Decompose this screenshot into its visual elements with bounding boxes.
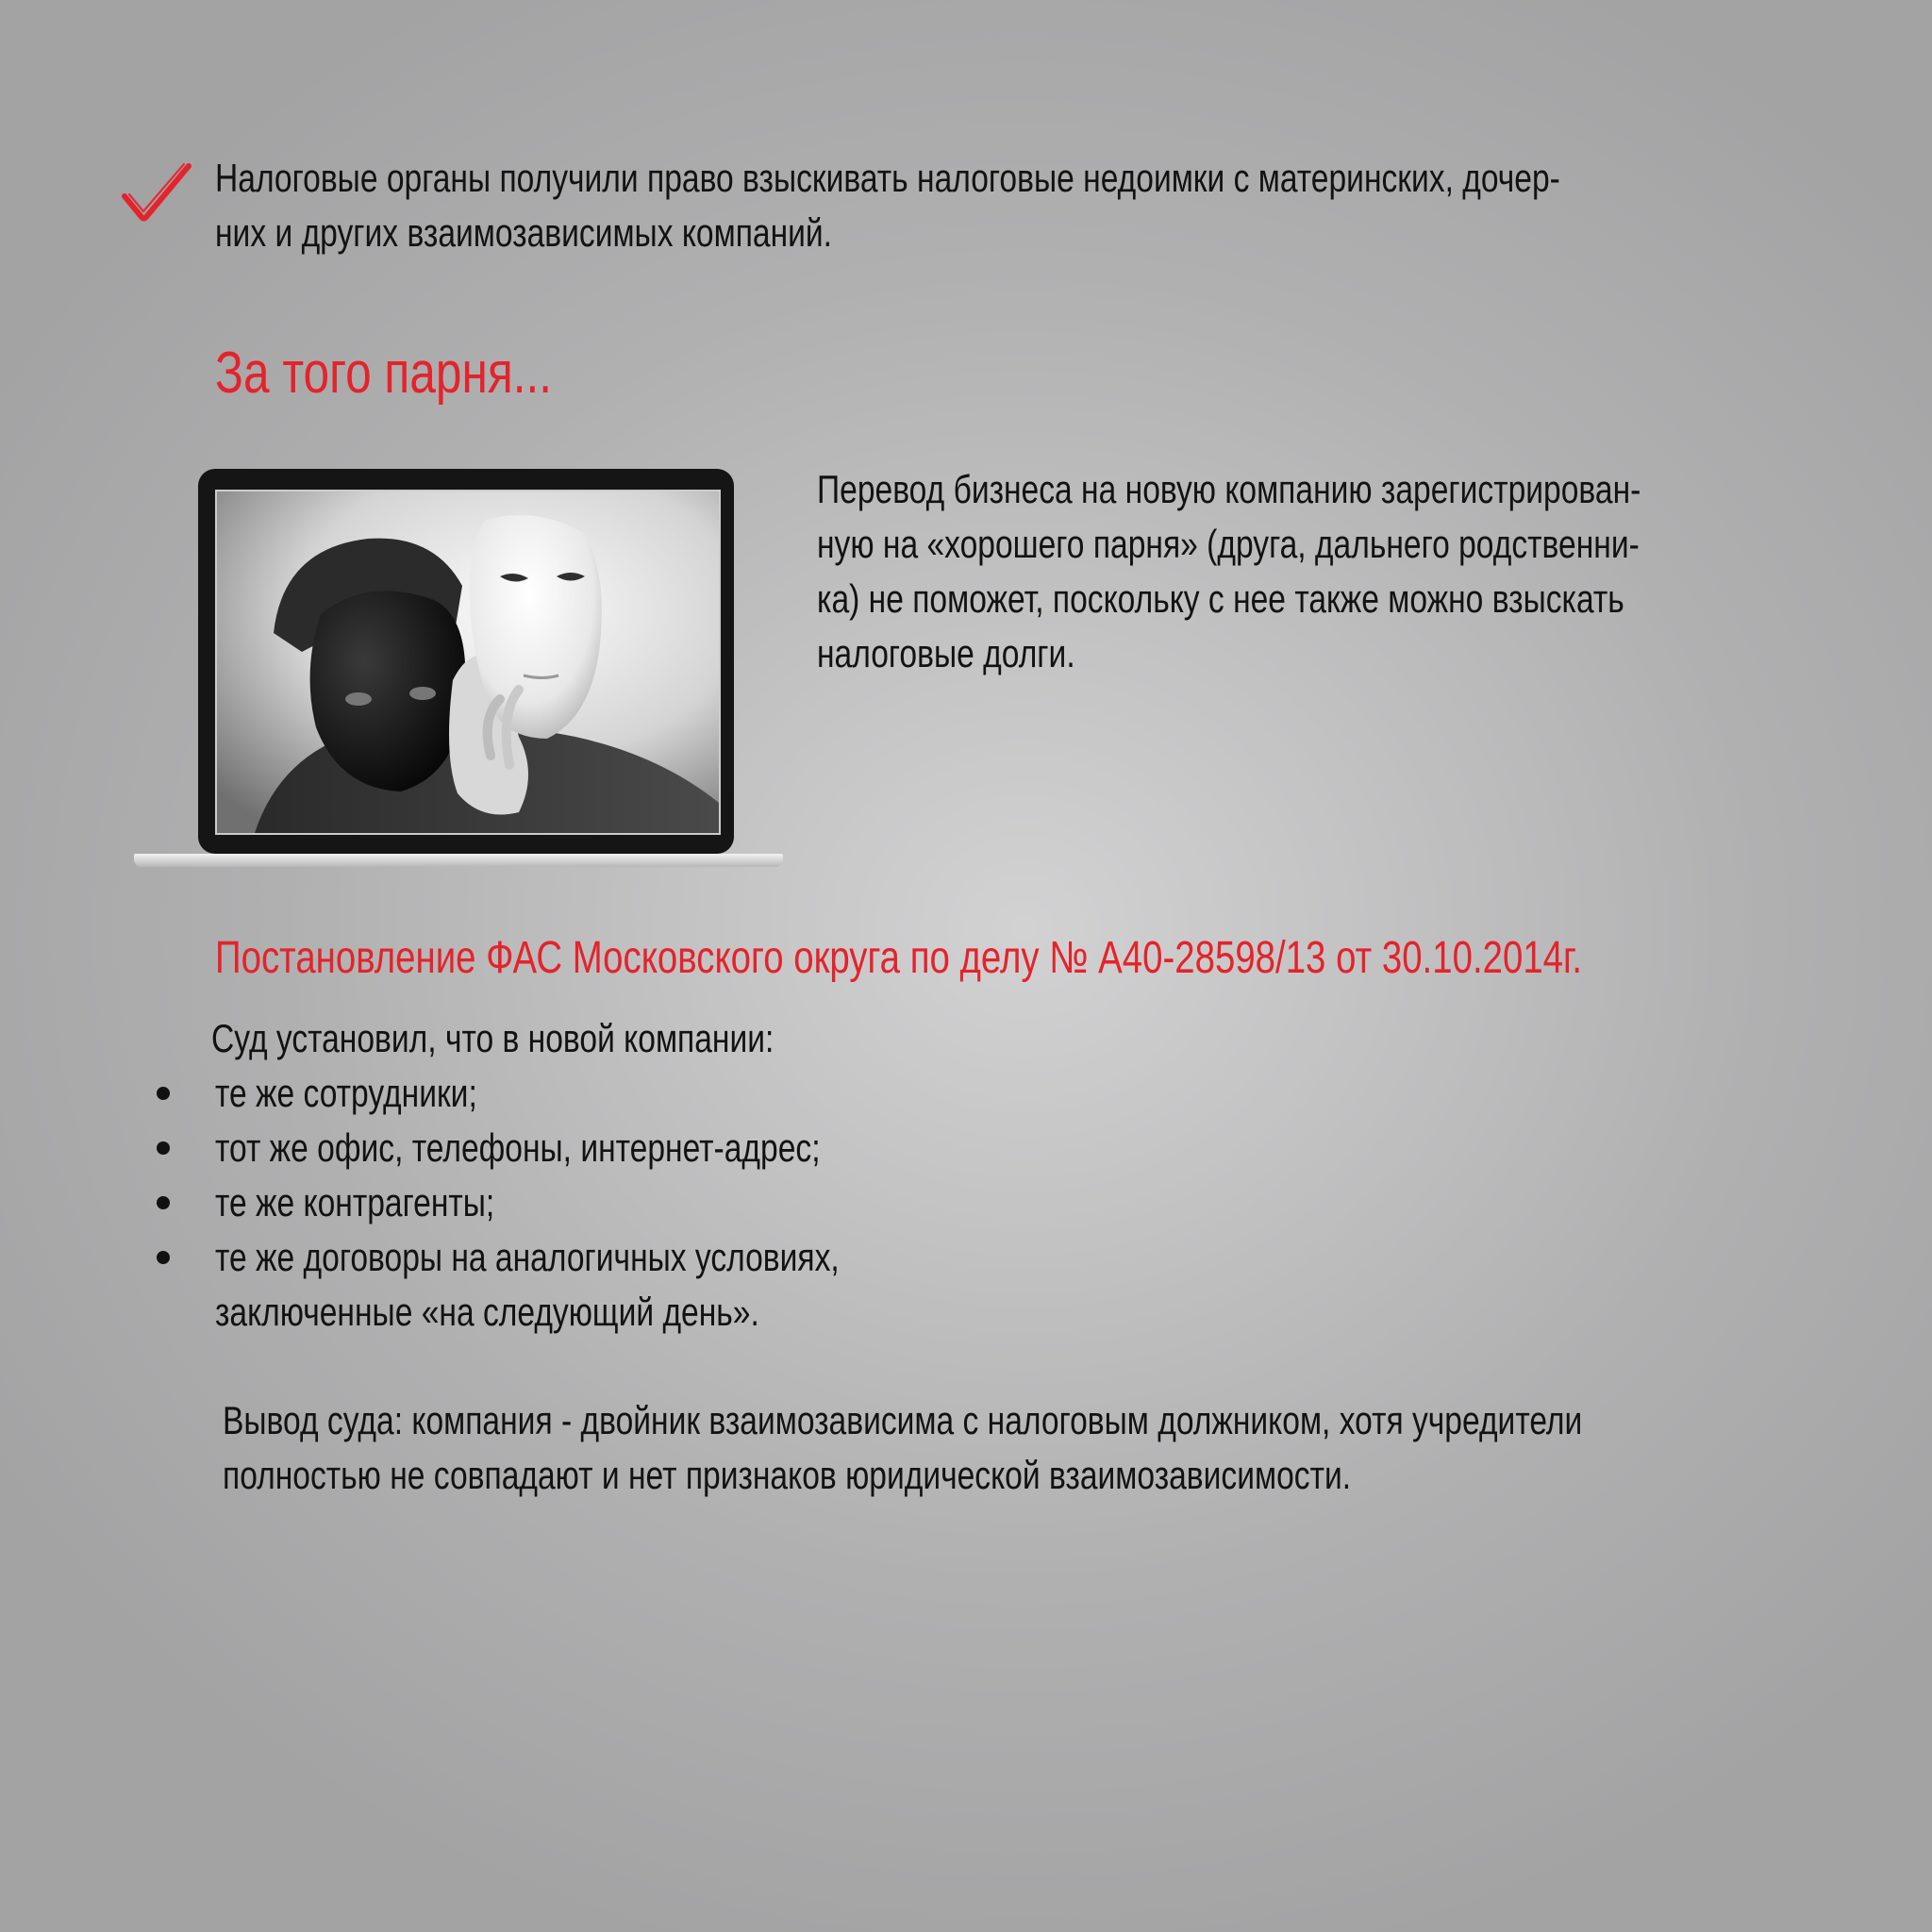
checkmark-icon <box>121 160 192 228</box>
court-conclusion <box>223 1393 1582 1503</box>
list-item-text: те же контрагенты; <box>215 1180 495 1224</box>
bullet-icon <box>157 1141 170 1155</box>
bullet-icon <box>157 1087 170 1100</box>
ruling-title: Постановление ФАС Московского округа по делу № А40-28598/13 от 30.10.2014г. <box>215 933 1583 983</box>
laptop-base <box>134 854 783 867</box>
side-paragraph-line: Перевод бизнеса на новую компанию зарегистрирован- <box>817 467 1641 511</box>
intro-paragraph <box>215 151 1560 260</box>
intro-line: них и других взаимозависимых компаний. <box>215 210 833 255</box>
laptop-frame <box>198 469 734 854</box>
section-heading: За того парня... <box>215 341 553 406</box>
list-item-text: заключенные «на следующий день». <box>215 1290 759 1334</box>
list-item-text: те же договоры на аналогичных условиях, <box>215 1235 840 1279</box>
side-paragraph <box>817 462 1641 681</box>
bullet-icon <box>157 1196 170 1209</box>
laptop-illustration <box>134 469 783 873</box>
mask-photo <box>215 490 721 835</box>
side-paragraph-line: ную на «хорошего парня» (друга, дальнего родственни- <box>817 522 1640 566</box>
facts-intro: Суд установил, что в новой компании: <box>211 1016 774 1060</box>
list-item-text: тот же офис, телефоны, интернет-адрес; <box>215 1125 821 1170</box>
conclusion-line: полностью не совпадают и нет признаков юридической взаимозависимости. <box>223 1453 1352 1497</box>
bullet-icon <box>157 1251 170 1264</box>
side-paragraph-line: налоговые долги. <box>817 631 1075 675</box>
side-paragraph-line: ка) не поможет, поскольку с нее также можно взыскать <box>817 576 1624 621</box>
conclusion-line: Вывод суда: компания - двойник взаимозависима с налоговым должником, хотя учредители <box>223 1398 1583 1442</box>
list-item-text: те же сотрудники; <box>215 1071 477 1115</box>
intro-line: Налоговые органы получили право взыскивать налоговые недоимки с материнских, дочер- <box>215 156 1560 200</box>
